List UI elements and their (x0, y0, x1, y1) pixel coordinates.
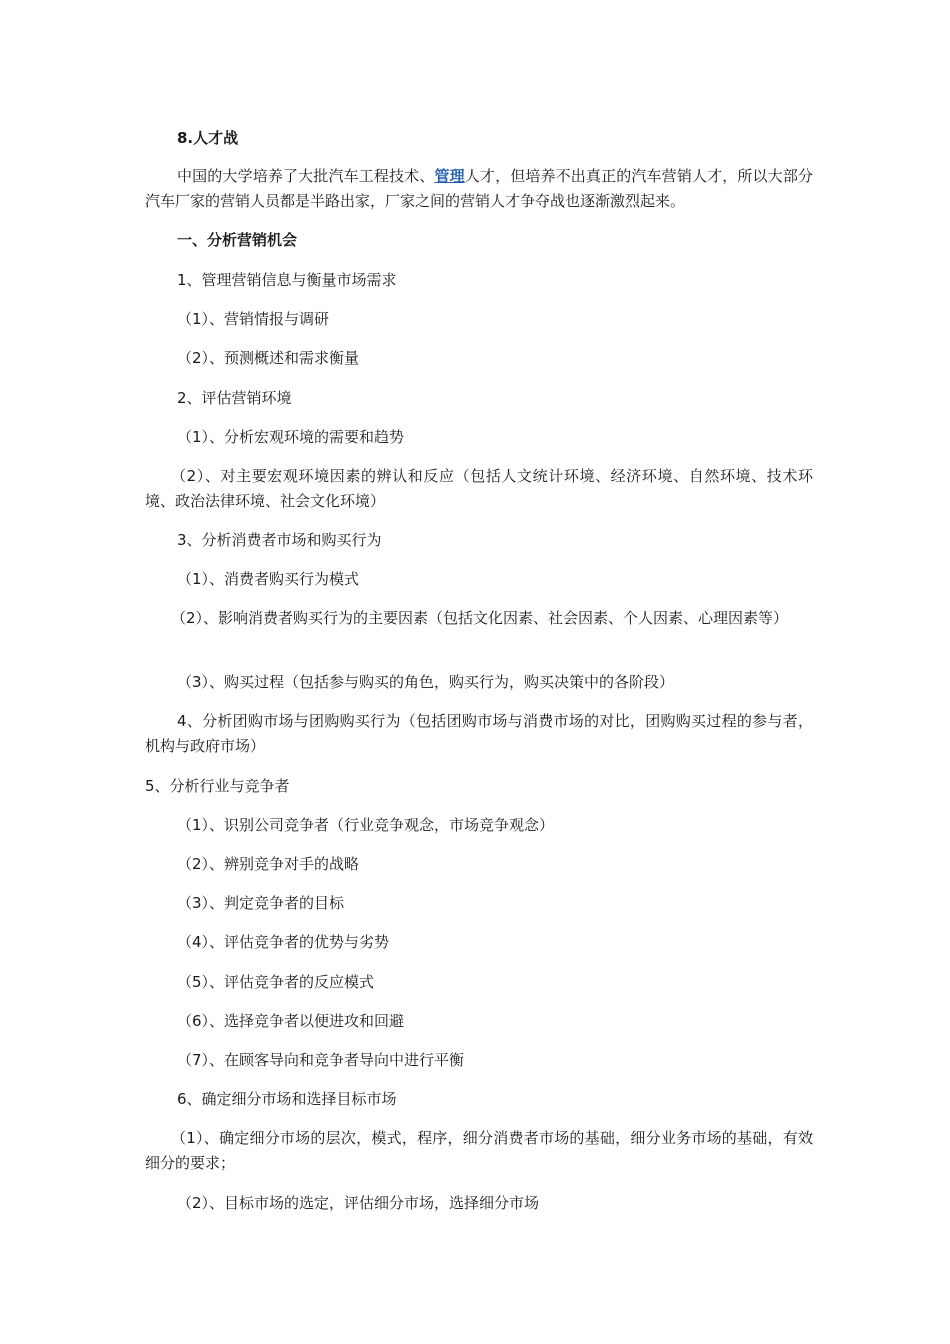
list-item: （3）、购买过程（包括参与购买的角色，购买行为，购买决策中的各阶段） (177, 673, 675, 691)
chapter-title: 一、分析营销机会 (177, 231, 298, 249)
list-item: 4、分析团购市场与团购购买行为（包括团购市场与消费市场的对比，团购购买过程的参与者，机构与政府市场） (145, 712, 813, 755)
list-item: （1）、分析宏观环境的需要和趋势 (177, 428, 405, 446)
intro-text-after: 人才，但培养不出真正的汽车营销人才，所以大部分汽车厂家的营销人员都是半路出家，厂家之间的营销人才争夺战也逐渐激烈起来。 (145, 167, 813, 210)
list-item: （7）、在顾客导向和竞争者导向中进行平衡 (177, 1051, 465, 1069)
list-item: 6、确定细分市场和选择目标市场 (177, 1090, 397, 1108)
list-item: （2）、预测概述和需求衡量 (177, 349, 360, 367)
list-item: （3）、判定竞争者的目标 (177, 894, 345, 912)
list-item: 3、分析消费者市场和购买行为 (177, 531, 382, 549)
list-item: （1）、确定细分市场的层次，模式，程序，细分消费者市场的基础，细分业务市场的基础，有效细分的要求； (145, 1129, 813, 1172)
list-item: （2）、目标市场的选定，评估细分市场，选择细分市场 (177, 1194, 540, 1212)
list-item: 2、评估营销环境 (177, 389, 292, 407)
list-item: （2）、对主要宏观环境因素的辨认和反应（包括人文统计环境、经济环境、自然环境、技术环境、政治法律环境、社会文化环境） (145, 467, 813, 510)
intro-paragraph (145, 164, 813, 214)
management-link[interactable]: 管理 (434, 167, 465, 185)
list-item: （1）、营销情报与调研 (177, 310, 330, 328)
list-item: （4）、评估竞争者的优势与劣势 (177, 933, 390, 951)
intro-text-before: 中国的大学培养了大批汽车工程技术、 (177, 167, 435, 185)
list-item: （2）、影响消费者购买行为的主要因素（包括文化因素、社会因素、个人因素、心理因素等） (171, 609, 789, 627)
list-item: 5、分析行业与竞争者 (145, 777, 290, 795)
list-item: （2）、辨别竞争对手的战略 (177, 855, 360, 873)
section-heading: 8.人才战 (177, 129, 239, 147)
list-item: （1）、识别公司竞争者（行业竞争观念，市场竞争观念） (177, 816, 555, 834)
list-item: （5）、评估竞争者的反应模式 (177, 973, 375, 991)
list-item: 1、管理营销信息与衡量市场需求 (177, 271, 397, 289)
list-item: （1）、消费者购买行为模式 (177, 570, 360, 588)
list-item: （6）、选择竞争者以便进攻和回避 (177, 1012, 405, 1030)
